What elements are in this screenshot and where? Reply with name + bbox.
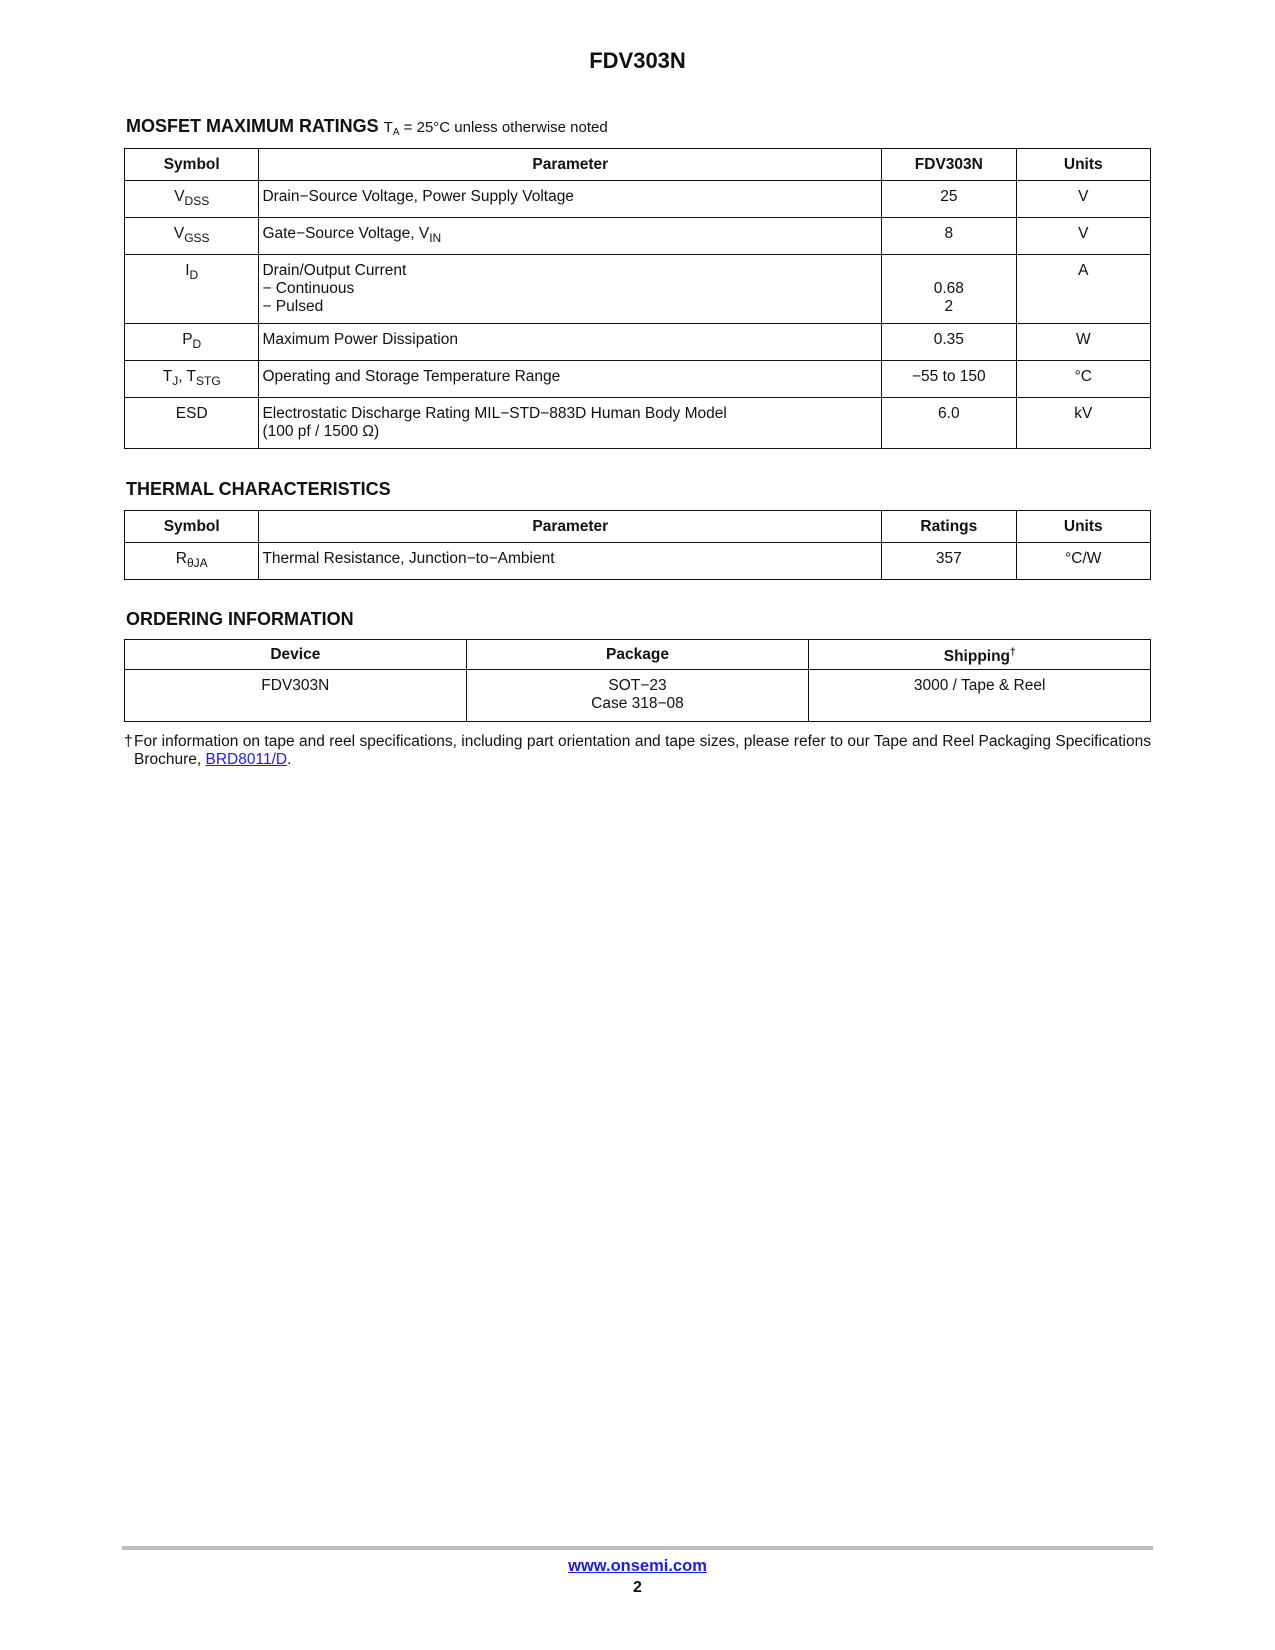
brochure-link[interactable]: BRD8011/D	[205, 751, 288, 768]
unit-cell: V	[1016, 181, 1150, 218]
page-number: 2	[633, 1579, 642, 1596]
max-ratings-table	[124, 148, 1151, 449]
parameter-line: Drain/Output Current	[262, 262, 407, 279]
table-row	[125, 670, 1151, 722]
device-cell: FDV303N	[125, 670, 467, 722]
column-header: Device	[125, 640, 467, 670]
ordering-table	[124, 639, 1151, 722]
symbol-cell: $T_J$, $T_{STG}$	[125, 361, 259, 398]
parameter-cell	[259, 398, 882, 449]
symbol-cell: ESD	[125, 398, 259, 449]
column-header: Parameter	[259, 511, 882, 543]
unit-cell: kV	[1016, 398, 1150, 449]
package-cell	[466, 670, 809, 722]
value-line: 0.68	[933, 280, 964, 297]
unit-cell: °C	[1016, 361, 1150, 398]
parameter-line: Electrostatic Discharge Rating MIL−STD−883D Human Body Model	[262, 405, 727, 422]
value-cell	[882, 255, 1016, 324]
value-cell: 8	[882, 218, 1016, 255]
parameter-line: − Pulsed	[262, 298, 324, 315]
unit-cell: V	[1016, 218, 1150, 255]
website-link[interactable]: www.onsemi.com	[568, 1557, 707, 1575]
table-header-row	[125, 149, 1151, 181]
max-ratings-condition: $T_A = 25^\circ C$ unless otherwise noted	[383, 119, 608, 138]
page-title: FDV303N	[589, 48, 686, 73]
footer-divider	[122, 1546, 1153, 1550]
package-line: Case 318−08	[591, 695, 684, 712]
ordering-heading: ORDERING INFORMATION	[126, 609, 354, 629]
footer-url	[0, 1557, 1275, 1576]
column-header: Shipping†	[809, 640, 1151, 670]
column-header: Ratings	[882, 511, 1016, 543]
column-header: Parameter	[259, 149, 882, 181]
package-line: SOT−23	[608, 677, 667, 694]
unit-cell: W	[1016, 324, 1150, 361]
max-ratings-heading	[126, 116, 608, 138]
table-row	[125, 361, 1151, 398]
table-row	[125, 398, 1151, 449]
max-ratings-title: MOSFET MAXIMUM RATINGS	[126, 116, 379, 136]
symbol-cell: $R_{\theta JA}$	[125, 543, 259, 580]
symbol-cell: $V_{GSS}$	[125, 218, 259, 255]
value-cell: 0.35	[882, 324, 1016, 361]
parameter-cell: Gate−Source Voltage, $V_{IN}$	[259, 218, 882, 255]
shipping-cell: 3000 / Tape & Reel	[809, 670, 1151, 722]
symbol-cell: $I_D$	[125, 255, 259, 324]
parameter-cell: Thermal Resistance, Junction−to−Ambient	[259, 543, 882, 580]
dagger-mark: †	[124, 733, 133, 750]
thermal-heading: THERMAL CHARACTERISTICS	[126, 479, 391, 499]
table-row	[125, 218, 1151, 255]
table-row	[125, 181, 1151, 218]
column-header: Units	[1016, 149, 1150, 181]
unit-cell: A	[1016, 255, 1150, 324]
parameter-line: − Continuous	[262, 280, 355, 297]
parameter-cell: Operating and Storage Temperature Range	[259, 361, 882, 398]
column-header: Units	[1016, 511, 1150, 543]
value-cell: 357	[882, 543, 1016, 580]
value-cell: −55 to 150	[882, 361, 1016, 398]
table-row	[125, 324, 1151, 361]
column-header: Symbol	[125, 511, 259, 543]
parameter-line: (100 pf / 1500 Ω)	[262, 423, 380, 440]
parameter-cell	[259, 255, 882, 324]
table-row	[125, 543, 1151, 580]
symbol-cell: $P_D$	[125, 324, 259, 361]
parameter-cell: Maximum Power Dissipation	[259, 324, 882, 361]
value-line: 2	[944, 298, 954, 315]
unit-cell: °C/W	[1016, 543, 1150, 580]
column-header: FDV303N	[882, 149, 1016, 181]
parameter-cell: Drain−Source Voltage, Power Supply Voltage	[259, 181, 882, 218]
thermal-table	[124, 510, 1151, 580]
table-header-row	[125, 640, 1151, 670]
value-cell: 25	[882, 181, 1016, 218]
column-header: Package	[466, 640, 809, 670]
dagger-mark: †	[1010, 646, 1016, 658]
value-cell: 6.0	[882, 398, 1016, 449]
footnote-text: For information on tape and reel specifications, including part orientation and tape sizes, please refer to our Tape and Reel Packaging Specifications Brochure, BRD8011/D.	[134, 733, 1151, 768]
column-header: Symbol	[125, 149, 259, 181]
table-header-row	[125, 511, 1151, 543]
table-row	[125, 255, 1151, 324]
symbol-cell: $V_{DSS}$	[125, 181, 259, 218]
footnote	[124, 733, 1151, 769]
